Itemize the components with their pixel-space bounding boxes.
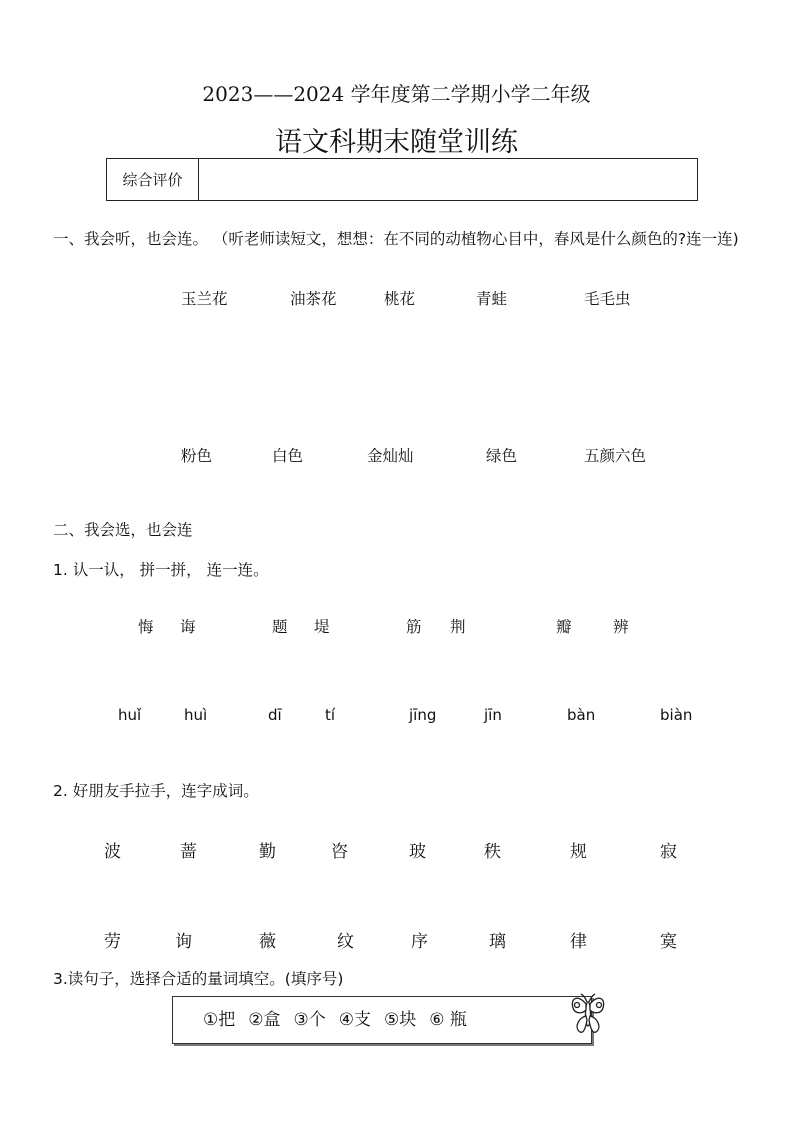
top-item: 桃花	[384, 290, 416, 308]
q1-pinyin: dī	[268, 706, 282, 724]
title-line-1: 2023——2024 学年度第二学期小学二年级	[202, 82, 591, 106]
q2-row2-char: 律	[570, 932, 587, 952]
q2-row1-char: 玻	[409, 842, 426, 862]
q1-pinyin: huǐ	[118, 706, 142, 724]
q2-row1-char: 勤	[259, 842, 276, 862]
evaluation-box	[106, 158, 698, 201]
q2-row1-char: 寂	[660, 842, 677, 862]
measure-option: ④支	[338, 1010, 371, 1030]
butterfly-icon	[568, 990, 608, 1038]
q1-pinyin: tí	[325, 706, 336, 724]
bottom-item: 粉色	[181, 447, 213, 465]
section1-instruction: 一、我会听，也会连。 （听老师读短文，想想：在不同的动植物心目中，春风是什么颜色的?连一连)	[53, 230, 739, 248]
q3-prompt: 3.读句子，选择合适的量词填空。(填序号)	[53, 970, 344, 988]
q2-row2-char: 璃	[489, 932, 506, 952]
measure-option: ③个	[293, 1010, 326, 1030]
q1-char: 瓣	[556, 618, 572, 636]
q2-prompt: 2. 好朋友手拉手，连字成词。	[53, 782, 259, 800]
top-item: 青蛙	[476, 290, 508, 308]
top-item: 毛毛虫	[584, 290, 631, 308]
bottom-item: 绿色	[486, 447, 518, 465]
measure-option: ①把	[203, 1010, 236, 1030]
measure-option: ②盒	[248, 1010, 281, 1030]
q1-pinyin: jīn	[484, 706, 502, 724]
top-item: 玉兰花	[181, 290, 228, 308]
bottom-item: 白色	[272, 447, 304, 465]
q1-char: 诲	[180, 618, 196, 636]
q1-char: 悔	[138, 618, 154, 636]
q2-row1-char: 秩	[484, 842, 501, 862]
q2-row2-char: 询	[175, 932, 192, 952]
measure-word-options	[172, 996, 592, 1044]
q1-prompt: 1. 认一认， 拼一拼， 连一连。	[53, 561, 269, 579]
q2-row2-char: 纹	[337, 932, 354, 952]
q2-row1-char: 波	[104, 842, 121, 862]
q2-row1-char: 蔷	[180, 842, 197, 862]
evaluation-field[interactable]	[199, 159, 697, 200]
q2-row2-char: 寞	[660, 932, 677, 952]
measure-option: ⑥ 瓶	[429, 1010, 467, 1030]
measure-option: ⑤块	[384, 1010, 417, 1030]
top-item: 油茶花	[290, 290, 337, 308]
q1-char: 荆	[450, 618, 466, 636]
evaluation-label: 综合评价	[107, 159, 199, 200]
q2-row1-char: 规	[570, 842, 587, 862]
q1-pinyin: biàn	[660, 706, 693, 724]
q1-pinyin: jīng	[409, 706, 437, 724]
q1-char: 题	[272, 618, 288, 636]
q1-pinyin: bàn	[567, 706, 596, 724]
q1-char: 辨	[613, 618, 629, 636]
title-line-2: 语文科期末随堂训练	[275, 127, 518, 158]
section2-heading: 二、我会选，也会连	[53, 521, 193, 539]
q2-row2-char: 薇	[259, 932, 276, 952]
bottom-item: 五颜六色	[584, 447, 647, 465]
q1-char: 筋	[406, 618, 422, 636]
q2-row2-char: 序	[411, 932, 428, 952]
q1-pinyin: huì	[184, 706, 208, 724]
q2-row1-char: 咨	[331, 842, 348, 862]
q2-row2-char: 劳	[104, 932, 121, 952]
bottom-item: 金灿灿	[367, 447, 414, 465]
q1-char: 堤	[314, 618, 330, 636]
